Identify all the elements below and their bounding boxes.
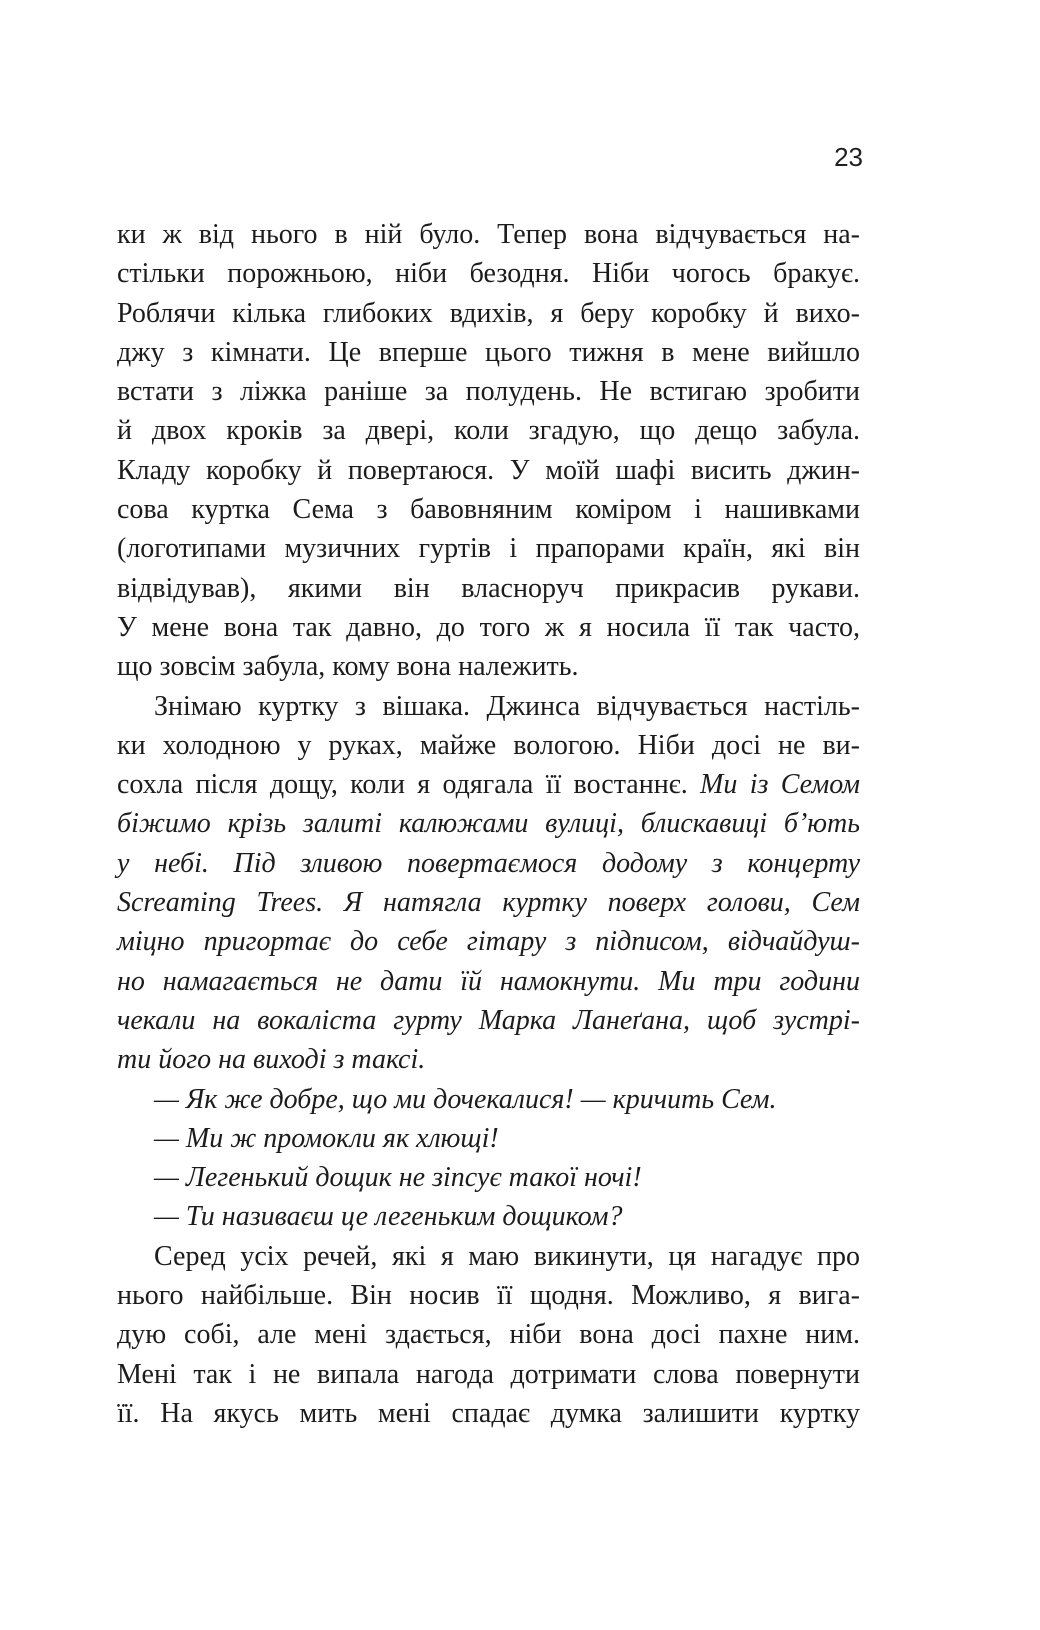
italic-text-segment: — Ми ж промокли як хлющі!	[154, 1122, 499, 1154]
text-line	[117, 1237, 860, 1276]
text-line	[117, 569, 860, 608]
text-line	[117, 765, 860, 804]
text-segment: Знімаю куртку з вішака. Джинса відчувається настіль-	[154, 690, 860, 722]
text-line	[117, 1197, 860, 1236]
text-line	[117, 529, 860, 568]
text-segment: Роблячи кілька глибоких вдихів, я беру коробку й вихо-	[117, 297, 860, 329]
italic-text-segment: міцно пригортає до себе гітару з підписом, відчайдуш-	[117, 926, 860, 958]
text-line	[117, 411, 860, 450]
text-line	[117, 451, 860, 490]
text-line	[117, 1355, 860, 1394]
text-segment: Мені так і не випала нагода дотримати слова повернути	[117, 1358, 860, 1390]
text-line	[117, 1158, 860, 1197]
text-line	[117, 1394, 860, 1433]
text-line	[117, 608, 860, 647]
text-line	[117, 962, 860, 1001]
text-line	[117, 215, 860, 254]
italic-text-segment: чекали на вокаліста гурту Марка Ланеґана, щоб зустрі-	[117, 1004, 860, 1036]
text-line	[117, 1001, 860, 1040]
text-segment: встати з ліжка раніше за полудень. Не встигаю зробити	[117, 376, 860, 408]
text-segment: ки холодною у руках, майже вологою. Ніби досі не ви-	[117, 729, 860, 761]
text-line	[117, 804, 860, 843]
text-segment: стільки порожньою, ніби безодня. Ніби чогось бракує.	[117, 258, 860, 290]
italic-text-segment: но намагається не дати їй намокнути. Ми три години	[117, 965, 860, 997]
italic-text-segment: ти його на виході з таксі.	[117, 1044, 426, 1076]
text-line	[117, 1315, 860, 1354]
text-segment: сова куртка Сема з бавовняним коміром і нашивками	[117, 494, 860, 526]
text-segment: й двох кроків за двері, коли згадую, що дещо забула.	[117, 415, 860, 447]
italic-text-segment: у небі. Під зливою повертаємося додому з концерту	[117, 847, 860, 879]
text-segment: Кладу коробку й повертаюся. У моїй шафі висить джин-	[117, 454, 860, 486]
text-line	[117, 726, 860, 765]
text-line	[117, 1119, 860, 1158]
text-segment: її. На якусь мить мені спадає думка залишити куртку	[117, 1397, 860, 1429]
page-number: 23	[834, 142, 863, 172]
italic-text-segment: біжимо крізь залиті калюжами вулиці, блискавиці б’ють	[117, 808, 860, 840]
italic-text-segment: — Легенький дощик не зіпсує такої ночі!	[154, 1162, 642, 1194]
text-line	[117, 254, 860, 293]
text-line	[117, 687, 860, 726]
text-line	[117, 1276, 860, 1315]
text-segment: ки ж від нього в ній було. Тепер вона відчувається на-	[117, 219, 860, 250]
text-block	[117, 215, 860, 1433]
text-line	[117, 883, 860, 922]
italic-text-segment: — Ти називаєш це легеньким дощиком?	[154, 1201, 623, 1233]
text-line	[117, 294, 860, 333]
text-line	[117, 922, 860, 961]
text-segment: сохла після дощу, коли я одягала її востаннє.	[117, 769, 701, 801]
text-segment: нього найбільше. Він носив її щодня. Можливо, я вига-	[117, 1280, 860, 1312]
text-segment: У мене вона так давно, до того ж я носила її так часто,	[117, 611, 860, 643]
text-line	[117, 1080, 860, 1119]
text-line	[117, 647, 860, 686]
italic-text-segment: Ми із Семом	[700, 769, 860, 801]
text-segment: що зовсім забула, кому вона належить.	[117, 651, 579, 683]
italic-text-segment: — Як же добре, що ми дочекалися! — кричить Сем.	[154, 1083, 777, 1115]
text-segment: джу з кімнати. Це вперше цього тижня в мене вийшло	[117, 336, 860, 368]
italic-text-segment: Screaming Trees. Я натягла куртку поверх голови, Сем	[117, 887, 860, 919]
text-line	[117, 333, 860, 372]
text-segment: Серед усіх речей, які я маю викинути, ця нагадує про	[154, 1240, 860, 1272]
text-line	[117, 1040, 860, 1079]
text-segment: дую собі, але мені здається, ніби вона досі пахне ним.	[117, 1319, 860, 1351]
text-line	[117, 372, 860, 411]
text-line	[117, 844, 860, 883]
text-segment: (логотипами музичних гуртів і прапорами країн, які він	[117, 533, 860, 565]
text-segment: відвідував), якими він власноруч прикрасив рукави.	[117, 572, 860, 604]
text-line	[117, 490, 860, 529]
